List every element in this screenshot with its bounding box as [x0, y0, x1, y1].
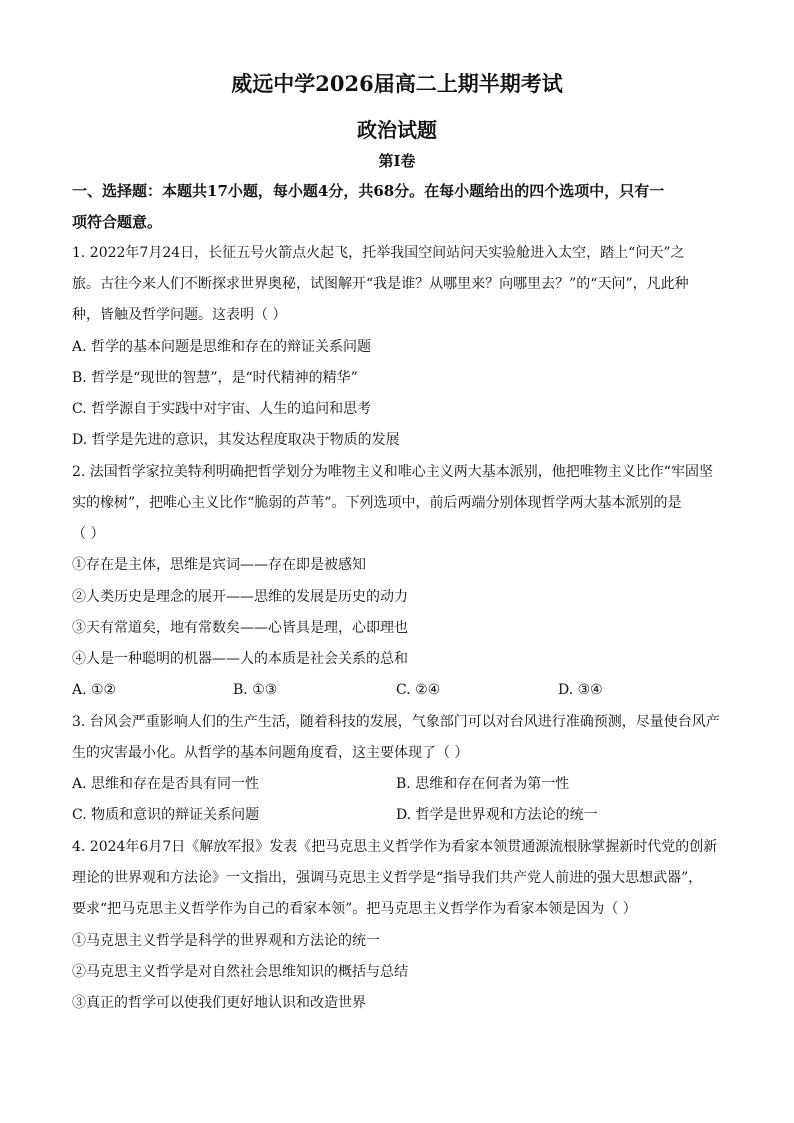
q4-stem-line-1: 4. 2024年6月7日《解放军报》发表《把马克思主义哲学作为看家本领贯通源流根脉掌握新时代党的创新 [72, 839, 718, 855]
q2-statement-4: ④人是一种聪明的机器——人的本质是社会关系的总和 [72, 651, 408, 667]
q2-statement-3: ③天有常道矣，地有常数矣——心皆具是理，心即理也 [72, 620, 408, 636]
q2-statement-2: ②人类历史是理念的展开——思维的发展是历史的动力 [72, 589, 408, 605]
q2-stem-line-3: （ ） [72, 526, 105, 542]
q2-option-d: D. ③④ [558, 682, 603, 698]
q3-option-b: B. 思维和存在何者为第一性 [396, 776, 570, 792]
q4-statement-3: ③真正的哲学可以使我们更好地认识和改造世界 [72, 995, 366, 1011]
exam-title: 威远中学2026届高二上期半期考试 [231, 71, 563, 96]
q1-option-d: D. 哲学是先进的意识，其发达程度取决于物质的发展 [72, 432, 400, 448]
q4-statement-1: ①马克思主义哲学是科学的世界观和方法论的统一 [72, 933, 380, 949]
q2-stem-line-2: 实的橡树”，把唯心主义比作“脆弱的芦苇”。下列选项中，前后两端分别体现哲学两大基本派别的是 [72, 495, 682, 511]
q3-option-d: D. 哲学是世界观和方法论的统一 [396, 807, 598, 823]
exam-subtitle: 政治试题 [357, 118, 437, 142]
q2-statement-1: ①存在是主体，思维是宾词——存在即是被感知 [72, 557, 366, 573]
section-instruction-line-2: 项符合题意。 [72, 213, 163, 231]
q2-option-c: C. ②④ [396, 682, 441, 698]
q3-stem-line-2: 生的灾害最小化。从哲学的基本问题角度看，这主要体现了（ ） [72, 745, 469, 761]
q2-option-a: A. ①② [72, 682, 117, 698]
q1-stem-line-3: 种，皆触及哲学问题。这表明（ ） [72, 307, 287, 323]
q4-stem-line-2: 理论的世界观和方法论》一文指出，强调马克思主义哲学是“指导我们共产党人前进的强大思想武器”， [72, 870, 703, 886]
q1-option-c: C. 哲学源自于实践中对宇宙、人生的追问和思考 [72, 401, 372, 417]
q3-stem-line-1: 3. 台风会严重影响人们的生产生活，随着科技的发展，气象部门可以对台风进行准确预测，尽量使台风产 [72, 714, 720, 730]
q2-stem-line-1: 2. 法国哲学家拉美特利明确把哲学划分为唯物主义和唯心主义两大基本派别，他把唯物主义比作“牢固坚 [72, 464, 713, 480]
q1-stem-line-2: 旅。古往今来人们不断探求世界奥秘，试图解开“我是谁？从哪里来？向哪里去？”的“天问”，凡此种 [72, 276, 689, 292]
volume-label: 第Ⅰ卷 [378, 152, 416, 170]
q2-option-b: B. ①③ [233, 682, 278, 698]
q1-stem-line-1: 1. 2022年7月24日，长征五号火箭点火起飞，托举我国空间站问天实验舱进入太空，踏上“问天”之 [72, 245, 685, 261]
q3-option-c: C. 物质和意识的辩证关系问题 [72, 807, 260, 823]
q4-statement-2: ②马克思主义哲学是对自然社会思维知识的概括与总结 [72, 964, 408, 980]
section-instruction-line-1: 一、选择题：本题共17小题，每小题4分，共68分。在每小题给出的四个选项中，只有一 [72, 182, 665, 200]
q1-option-b: B. 哲学是“现世的智慧”，是“时代精神的精华” [72, 370, 358, 386]
q1-option-a: A. 哲学的基本问题是思维和存在的辩证关系问题 [72, 339, 372, 355]
q3-option-a: A. 思维和存在是否具有同一性 [72, 776, 260, 792]
q4-stem-line-3: 要求“把马克思主义哲学作为自己的看家本领”。把马克思主义哲学作为看家本领是因为（ ） [72, 901, 637, 917]
